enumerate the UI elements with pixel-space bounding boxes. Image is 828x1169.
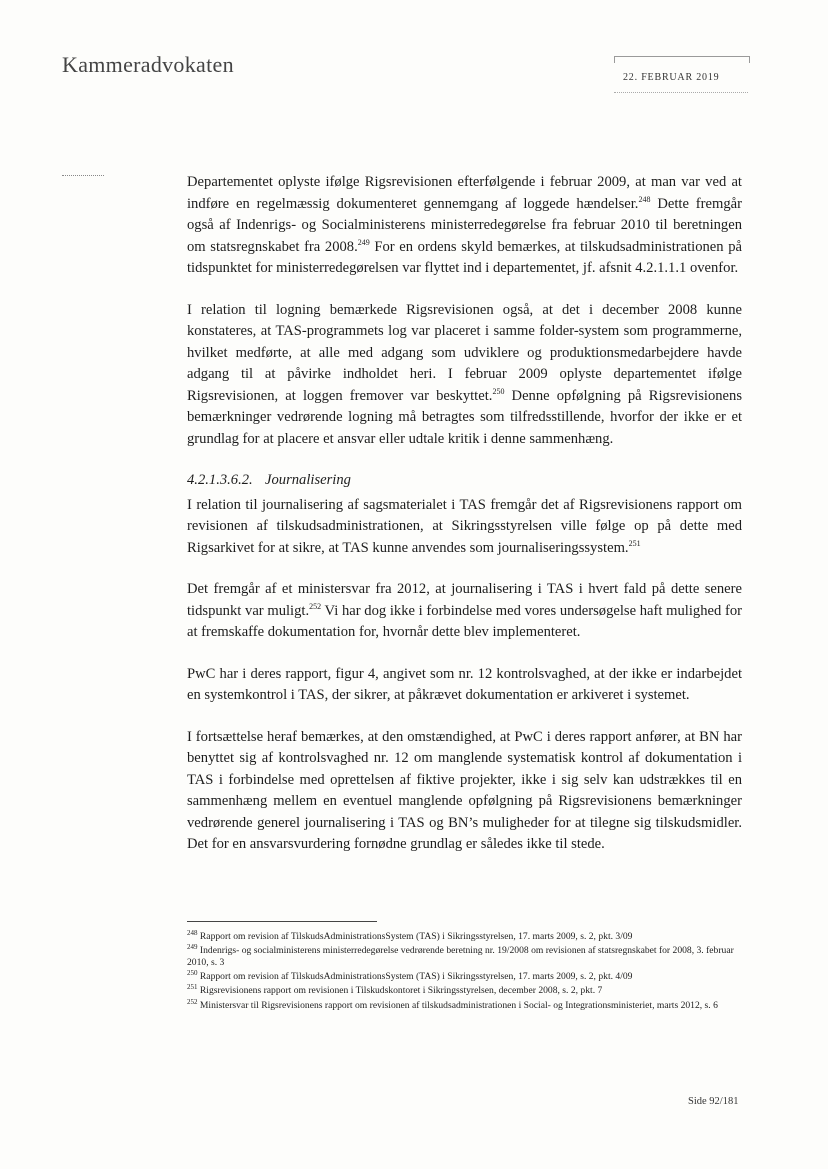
paragraph-5: PwC har i deres rapport, figur 4, angivet som nr. 12 kontrolsvaghed, at der ikke er indarbejdet en systemkontrol i TAS, der sikrer, at påkrævet dokumentation er arkiveret i systemet. xyxy=(187,665,742,703)
organization-name: Kammeradvokaten xyxy=(62,52,234,77)
page-number: Side 92/181 xyxy=(688,1096,739,1107)
footnote-249: $^{249}$ Indenrigs- og socialministerens ministerredegørelse vedrørende beretning nr. 19/2008 om revisionen af statsregnskabet for 2008, 3. februar 2010, s. 3 xyxy=(187,943,734,968)
paragraph-3: I relation til journalisering af sagsmaterialet i TAS fremgår det af Rigsrevisionens rapport om revisionen af tilskudsadministrationen, at Sikringsstyrelsen ville følge op på dette med Rigsarkivet for at sikre, at TAS kunne anvendes som journaliseringssystem.$^{251}$ xyxy=(187,496,742,556)
date-box xyxy=(614,56,748,94)
footnote-250: $^{250}$ Rapport om revision af TilskudsAdministrationsSystem (TAS) i Sikringsstyrelsen, 17. marts 2009, s. 2, pkt. 4/09 xyxy=(187,968,633,983)
footnote-ref-250[interactable]: 250 xyxy=(492,386,505,396)
footnote-248: $^{248}$ Rapport om revision af TilskudsAdministrationsSystem (TAS) i Sikringsstyrelsen, 17. marts 2009, s. 2, pkt. 3/09 xyxy=(187,929,633,943)
section-title: Journalisering xyxy=(265,472,351,488)
document-date: 22. FEBRUAR 2019 xyxy=(623,72,720,83)
paragraph-4: Det fremgår af et ministersvar fra 2012, at journalisering i TAS i hvert fald på dette senere tidspunkt var muligt.$^{252}$ Vi har dog ikke i forbindelse med vores undersøgelse haft mulighed for at fremskaffe dokumentation for, hvornår dette blev implementeret. xyxy=(187,581,742,640)
section-number: 4.2.1.3.6.2. xyxy=(187,472,253,488)
date-box-top-border xyxy=(614,56,750,63)
footnote-rule xyxy=(187,921,377,922)
footnote-ref-249[interactable]: 249 xyxy=(357,237,370,247)
footnote-ref-248[interactable]: 248 xyxy=(638,194,651,204)
paragraph-2: I relation til logning bemærkede Rigsrevisionen også, at det i december 2008 kunne konstateres, at TAS-programmets log var placeret i samme folder-system som programmerne, hvilket medførte, at alle med adgang som udviklere og produktionsmedarbejdere havde adgang til at påvirke indholdet heri. I februar 2009 oplyste departementet ifølge Rigsrevisionen, at loggen fremover var beskyttet.$^{250}$ Denne opfølgning på Rigsrevisionens bemærkninger vedrørende logning må betragtes som tilfredsstillende, hvorfor der ikke er et grundlag for at placere et ansvar eller udtale kritik i denne sammenhæng. xyxy=(187,301,742,447)
footnote-251: $^{251}$ Rigsrevisionens rapport om revisionen i Tilskudskontoret i Sikringsstyrelsen, december 2008, s. 2, pkt. 7 xyxy=(187,983,603,997)
footnote-252: $^{252}$ Ministersvar til Rigsrevisionens rapport om revisionen af tilskudsadministrationen i Social- og Integrationsministeriet, marts 2012, s. 6 xyxy=(187,997,718,1011)
footnote-ref-252[interactable]: 252 xyxy=(309,601,322,611)
margin-dotted-line xyxy=(62,175,104,176)
footnote-ref-251[interactable]: 251 xyxy=(628,538,641,548)
paragraph-1: Departementet oplyste ifølge Rigsrevisionen efterfølgende i februar 2009, at man var ved at indføre en regelmæssig dokumenteret gennemgang af loggede hændelser.$^{248}$ Dette fremgår også af Indenrigs- og Socialministerens ministerredegørelse fra februar 2010 til beretningen om statsregnskabet fra 2008.$^{249}$ For en ordens skyld bemærkes, at tilskudsadministrationen på tidspunktet for ministerredegørelsen var flyttet ind i departementet, jf. afsnit 4.2.1.1.1 ovenfor. xyxy=(187,174,742,276)
footnotes xyxy=(187,921,742,1011)
main-text xyxy=(187,172,742,876)
paragraph-6: I fortsættelse heraf bemærkes, at den omstændighed, at PwC i deres rapport anfører, at BN har benyttet sig af kontrolsvaghed nr. 12 om manglende systematisk kontrol af dokumentation i TAS i forbindelse med oprettelsen af fiktive projekter, ikke i sig selv kan udstrækkes til en sammenhæng mellem en eventuel manglende opfølgning på Rigsrevisionens bemærkninger vedrørende generel journalisering i TAS og BN’s muligheder for at tilegne sig tilskudsmidler. Det for en ansvarsvurdering fornødne grundlag er således ikke til stede. xyxy=(187,728,742,852)
date-box-bottom-border xyxy=(614,92,748,93)
section-heading xyxy=(187,470,742,492)
